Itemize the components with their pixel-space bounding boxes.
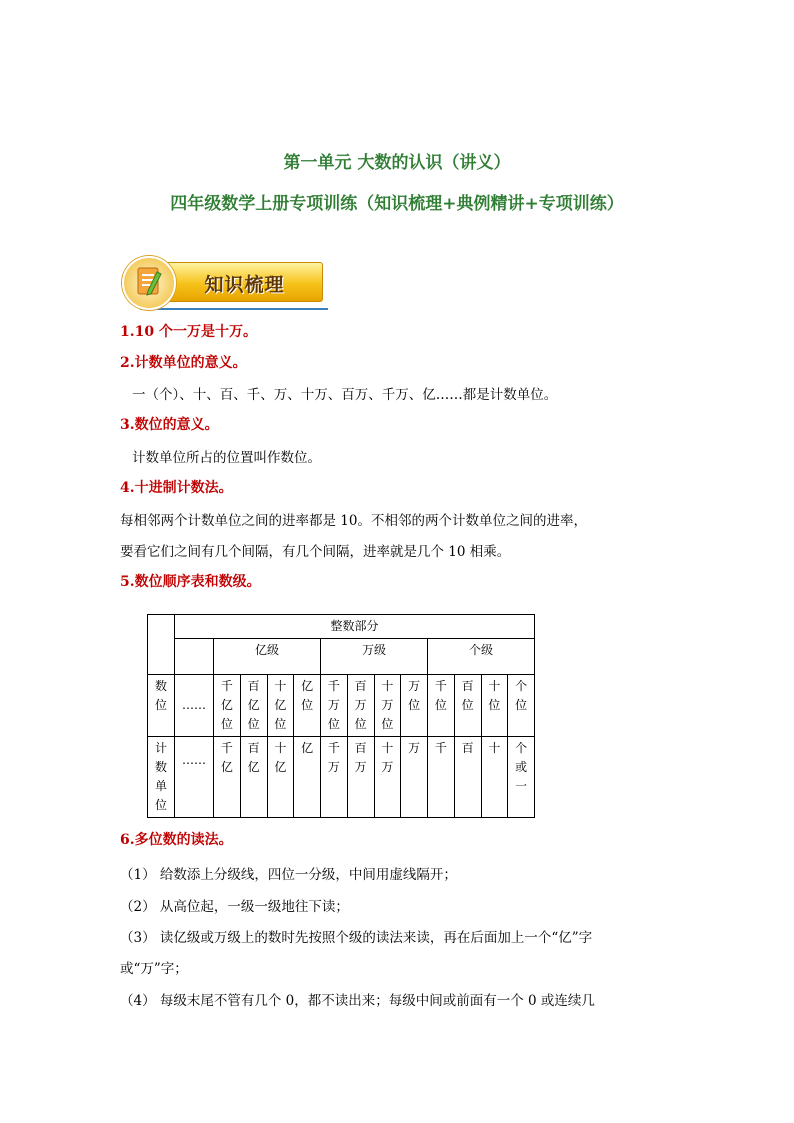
place-cell: 亿 位 — [294, 675, 321, 737]
section-6-item-3-cont: 或“万”字； — [120, 961, 188, 977]
section-6-heading: 6.多位数的读法。 — [120, 832, 233, 848]
section-4-body-1: 每相邻两个计数单位之间的进率都是 10。不相邻的两个计数单位之间的进率， — [120, 513, 587, 529]
unit-cell: 百 — [454, 737, 481, 818]
page-subtitle: 四年级数学上册专项训练（知识梳理+典例精讲+专项训练） — [170, 194, 624, 214]
section-2-heading: 2.计数单位的意义。 — [120, 355, 247, 371]
section-1-heading: 1.10 个一万是十万。 — [120, 324, 257, 340]
level-wan-header: 万级 — [321, 639, 428, 675]
place-cell: 千 万 位 — [321, 675, 348, 737]
place-cell: 百 万 位 — [347, 675, 374, 737]
section-4-heading: 4.十进制计数法。 — [120, 480, 233, 496]
knowledge-banner — [120, 256, 332, 312]
place-ellipsis: …… — [175, 675, 214, 737]
place-cell: 个 位 — [508, 675, 535, 737]
section-6-item-4: （4） 每级末尾不管有几个 0，都不读出来；每级中间或前面有一个 0 或连续几 — [120, 993, 595, 1009]
unit-cell: 百 亿 — [240, 737, 267, 818]
unit-cell: 亿 — [294, 737, 321, 818]
unit-cell: 千 — [428, 737, 455, 818]
row-label-place: 数 位 — [148, 675, 175, 737]
section-3-body: 计数单位所占的位置叫作数位。 — [132, 450, 321, 466]
unit-cell: 千 万 — [321, 737, 348, 818]
level-ge-header: 个级 — [428, 639, 535, 675]
unit-cell: 个 或 一 — [508, 737, 535, 818]
section-6-item-2: （2） 从高位起，一级一级地往下读； — [120, 899, 349, 915]
section-6-item-3: （3） 读亿级或万级上的数时先按照个级的读法来读，再在后面加上一个“亿”字 — [120, 930, 593, 946]
section-6-item-1: （1） 给数添上分级线，四位一分级，中间用虚线隔开； — [120, 867, 457, 883]
place-cell: 千 亿 位 — [214, 675, 241, 737]
place-cell: 百 亿 位 — [240, 675, 267, 737]
notebook-pencil-icon — [122, 256, 176, 310]
page-title: 第一单元 大数的认识（讲义） — [283, 153, 511, 173]
banner-bar — [166, 262, 323, 302]
unit-cell: 万 — [401, 737, 428, 818]
place-cell: 十 亿 位 — [267, 675, 294, 737]
place-value-table — [147, 614, 535, 818]
unit-cell: 十 万 — [374, 737, 401, 818]
unit-cell: 百 万 — [347, 737, 374, 818]
banner-label: 知识梳理 — [204, 274, 285, 296]
place-cell: 十 万 位 — [374, 675, 401, 737]
whole-part-header: 整数部分 — [175, 615, 535, 639]
section-3-heading: 3.数位的意义。 — [120, 417, 219, 433]
table-corner-cell — [148, 615, 175, 675]
level-yi-header: 亿级 — [214, 639, 321, 675]
unit-cell: 千 亿 — [214, 737, 241, 818]
table-blank-cell — [175, 639, 214, 675]
unit-cell: 十 亿 — [267, 737, 294, 818]
banner-underline — [140, 308, 328, 310]
section-4-body-2: 要看它们之间有几个间隔，有几个间隔，进率就是几个 10 相乘。 — [120, 544, 511, 560]
place-cell: 百 位 — [454, 675, 481, 737]
unit-cell: 十 — [481, 737, 508, 818]
section-5-heading: 5.数位顺序表和数级。 — [120, 574, 261, 590]
row-label-unit: 计 数 单 位 — [148, 737, 175, 818]
place-cell: 万 位 — [401, 675, 428, 737]
place-cell: 十 位 — [481, 675, 508, 737]
place-cell: 千 位 — [428, 675, 455, 737]
section-2-body: 一（个）、十、百、千、万、十万、百万、千万、亿……都是计数单位。 — [132, 387, 558, 403]
unit-ellipsis: …… — [175, 737, 214, 818]
